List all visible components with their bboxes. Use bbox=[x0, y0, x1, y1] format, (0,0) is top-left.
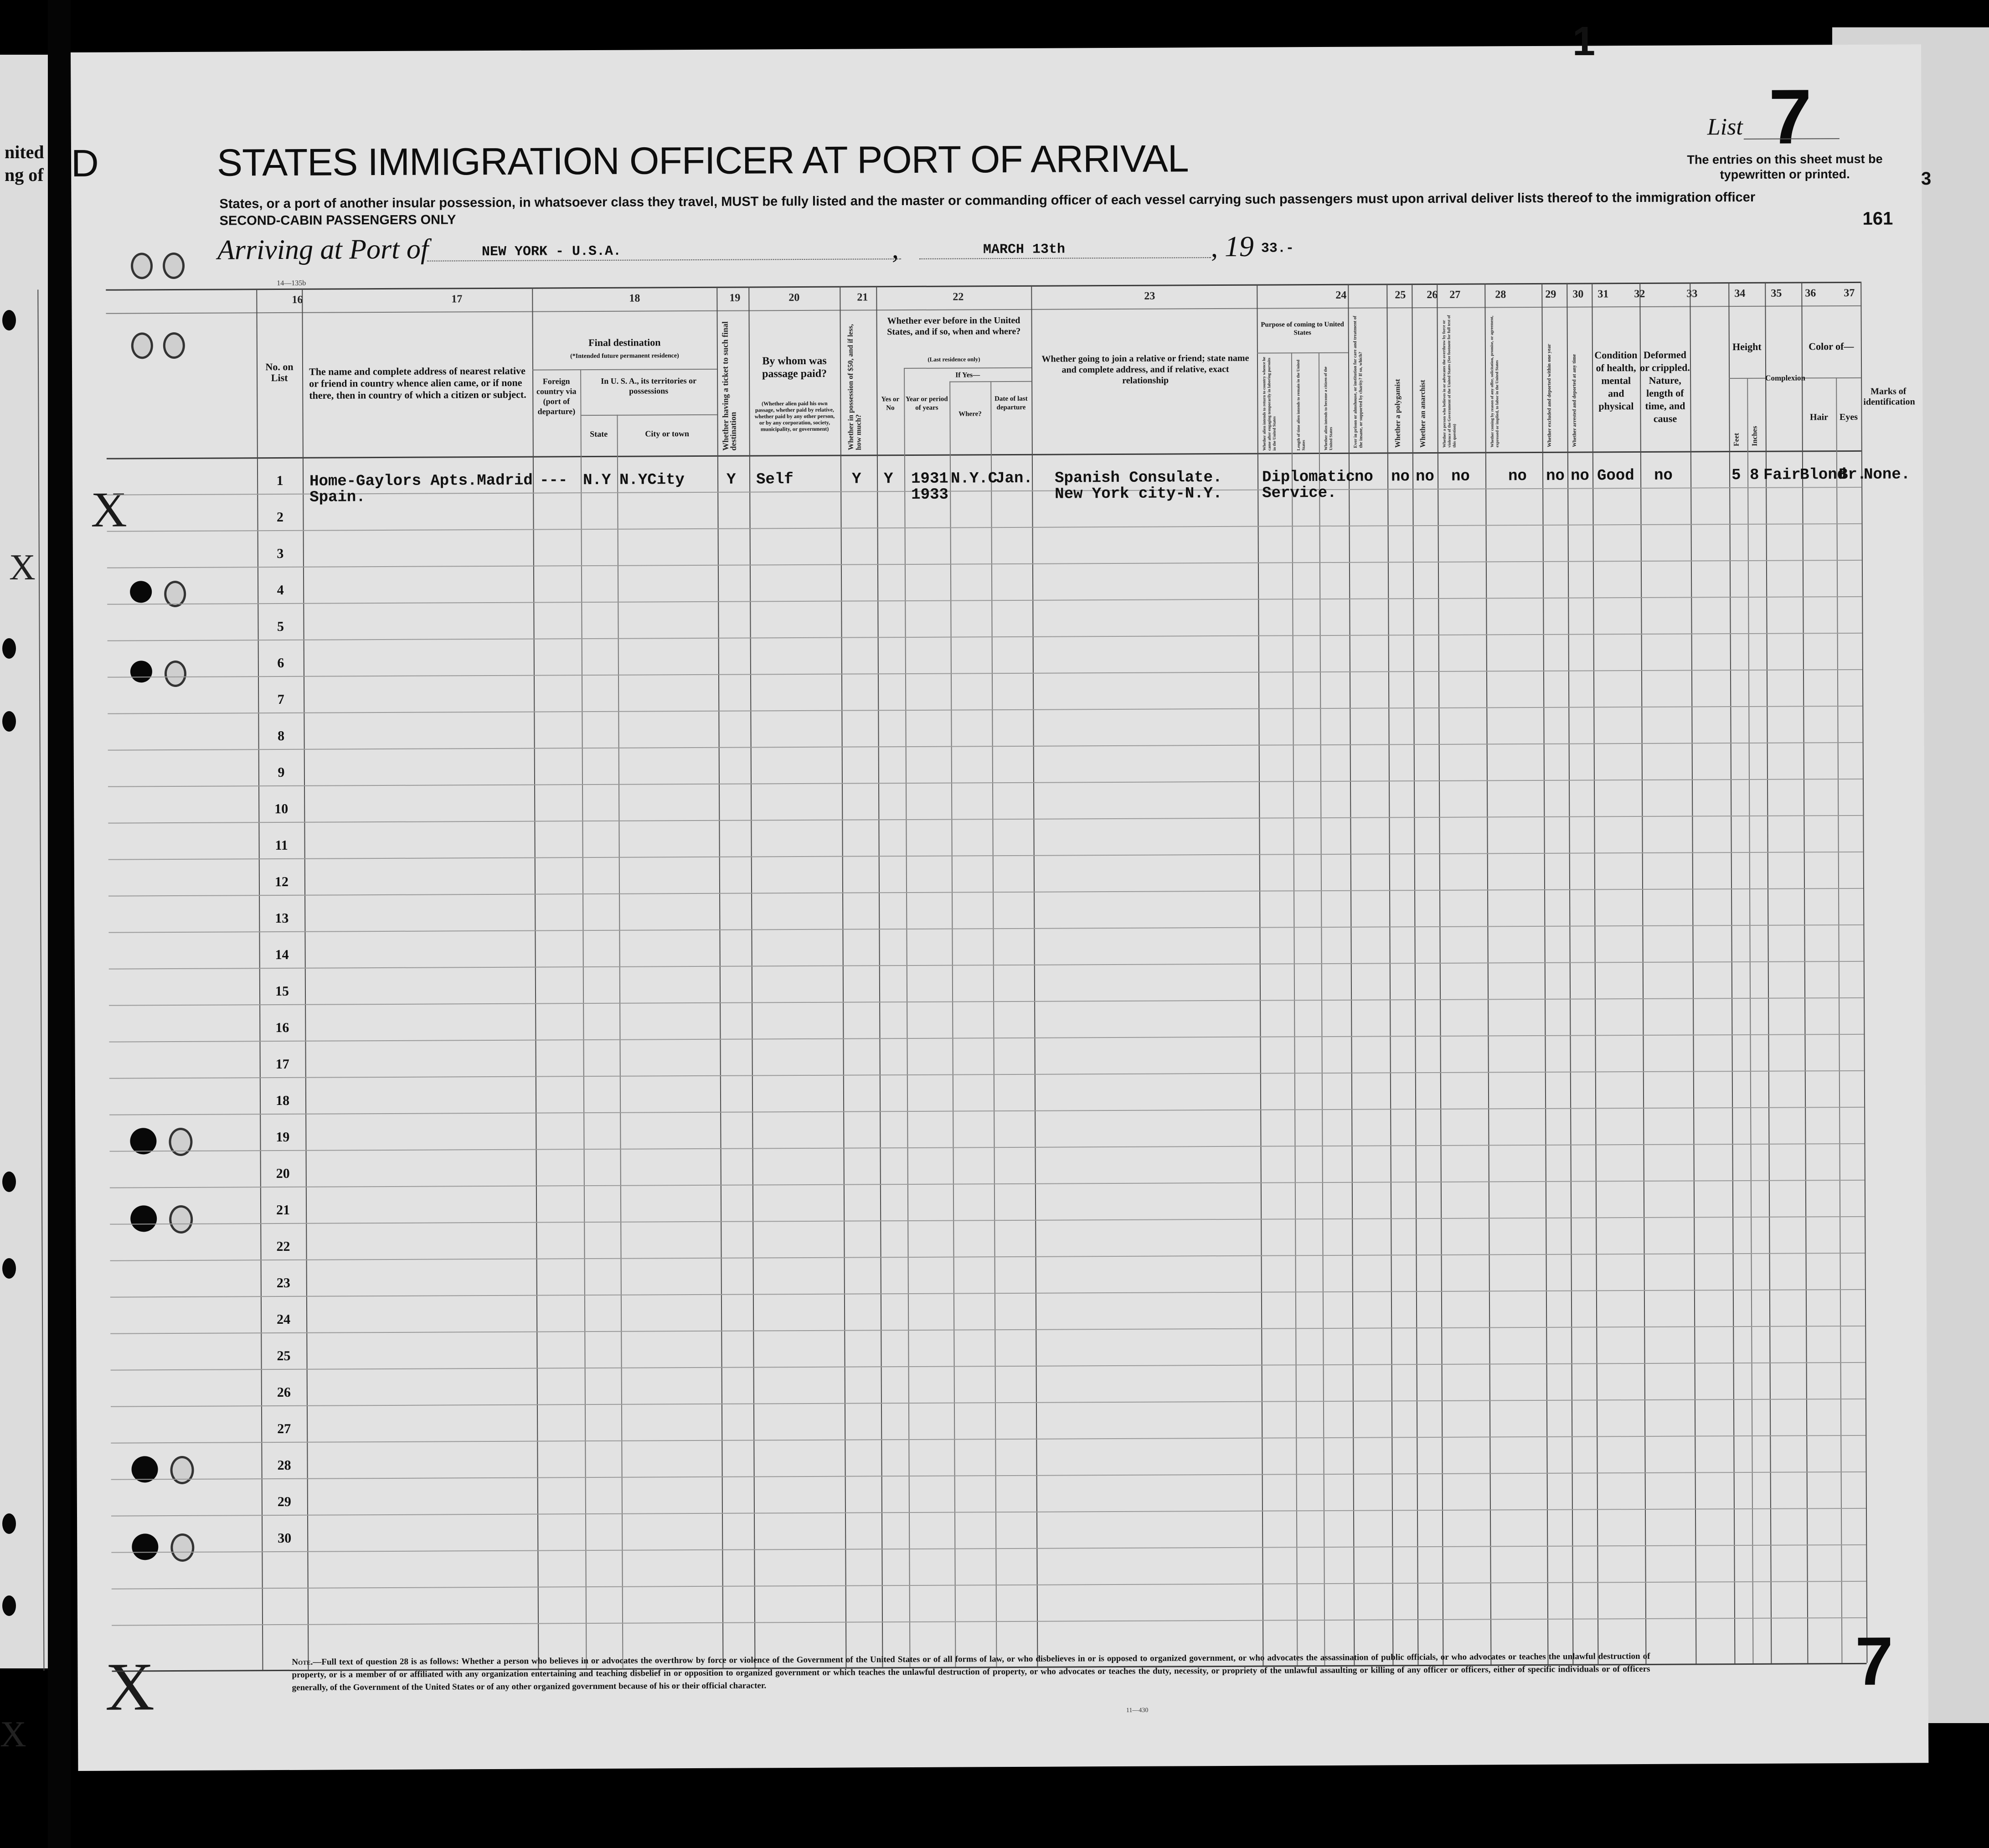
punch-hole bbox=[2, 1595, 16, 1616]
col22-ifyes: If Yes— bbox=[955, 371, 980, 379]
punch-hole bbox=[2, 1513, 16, 1534]
entry-labor-offer[interactable]: no bbox=[1508, 468, 1527, 485]
book-binding bbox=[48, 0, 71, 1848]
col-number: 23 bbox=[1144, 290, 1155, 302]
row-number: 21 bbox=[276, 1202, 290, 1218]
col25-header: Ever in prison or almshouse, or institution for care and treatment of the insane, or supported by charity? If so, which? bbox=[1352, 315, 1364, 448]
row-line bbox=[110, 1180, 1865, 1188]
col31-header: Whether arrested and deported at any time bbox=[1571, 354, 1577, 447]
col18-sub: (*Intended future permanent residence) bbox=[570, 352, 679, 360]
left-bottom-mark: X bbox=[0, 1714, 26, 1755]
row-number: 5 bbox=[277, 619, 284, 635]
subheader-line bbox=[1729, 378, 1765, 379]
class-line: SECOND-CABIN PASSENGERS ONLY bbox=[219, 212, 456, 228]
entry-year-1[interactable]: 1931 bbox=[911, 470, 948, 488]
col-line bbox=[1437, 284, 1443, 1665]
row-number: 15 bbox=[275, 983, 289, 999]
col-line bbox=[1592, 283, 1598, 1664]
col22-yesno: Yes or No bbox=[881, 396, 900, 412]
entry-joining-line2[interactable]: New York city-N.Y. bbox=[1055, 485, 1222, 503]
typed-note: The entries on this sheet must be typewritten or printed. bbox=[1687, 152, 1883, 182]
top-corner-mark: 1 bbox=[1572, 19, 1596, 64]
col-line bbox=[1566, 283, 1573, 1664]
margin-x-mark: X bbox=[91, 481, 128, 537]
col20-note: (Whether alien paid his own passage, whether paid by relative, whether paid by any other person, or by any corporation, society, municipality, or government) bbox=[754, 400, 835, 433]
col28-header: Whether a person who believes in or advocates the overthrow by force or violence of the Government of the United States (See footnote for full text of this question) bbox=[1441, 315, 1457, 448]
col-line bbox=[748, 287, 755, 1668]
col-line bbox=[302, 289, 309, 1670]
subheader-line bbox=[904, 367, 1031, 369]
entry-state[interactable]: N.Y bbox=[583, 471, 611, 490]
row-number: 6 bbox=[277, 655, 284, 671]
col24-title: Purpose of coming to United States bbox=[1261, 320, 1344, 337]
row-line bbox=[108, 706, 1862, 714]
row-line bbox=[109, 997, 1864, 1006]
subheader-line bbox=[1257, 352, 1348, 354]
row-line bbox=[108, 633, 1862, 641]
col-number: 19 bbox=[729, 292, 741, 304]
row-number: 8 bbox=[277, 728, 285, 744]
row-line bbox=[111, 1399, 1865, 1407]
col-number: 16 bbox=[292, 294, 303, 306]
manifest-page bbox=[71, 44, 1928, 1771]
col23-header: Whether going to join a relative or friend; state name and complete address, and if relative, exact relationship bbox=[1041, 353, 1249, 386]
col36-hair: Hair bbox=[1809, 412, 1829, 423]
row-number: 10 bbox=[274, 801, 289, 817]
col-line bbox=[949, 382, 956, 1667]
col-line bbox=[1484, 283, 1491, 1664]
col22-where: Where? bbox=[958, 410, 982, 418]
entry-hair[interactable]: Blond bbox=[1800, 466, 1847, 484]
row-line bbox=[110, 1143, 1865, 1152]
subheader-line bbox=[949, 381, 1031, 382]
row-number: 2 bbox=[276, 509, 284, 525]
col18-state: State bbox=[590, 429, 608, 439]
row-number: 30 bbox=[278, 1530, 292, 1546]
punch-hole bbox=[163, 253, 185, 279]
col22-year: Year or period of years bbox=[905, 395, 948, 412]
row-line bbox=[107, 560, 1862, 568]
instruction-text: States, or a port of another insular possession, in whatsoever class they travel, MUST be fully listed and the master or commanding officer of each vessel carrying such passengers must upon arrival deliver lists thereof to the immigration officer bbox=[219, 190, 1756, 212]
entry-purpose-line2[interactable]: Service. bbox=[1262, 484, 1337, 502]
col-line bbox=[1747, 378, 1753, 1663]
row-number: 23 bbox=[276, 1275, 290, 1291]
entry-passage-paid[interactable]: Self bbox=[756, 471, 794, 489]
entry-complexion[interactable]: Fair bbox=[1763, 466, 1801, 484]
punch-hole bbox=[2, 711, 16, 732]
row-number: 24 bbox=[277, 1311, 291, 1327]
row-number: 26 bbox=[277, 1384, 291, 1400]
row-line bbox=[111, 1362, 1865, 1371]
bottom-list-number: 7 bbox=[1855, 1622, 1894, 1699]
col17-header: The name and complete address of nearest relative or friend in country whence alien came, or if none there, then in country of which a citizen or subject. bbox=[309, 365, 526, 401]
row-number: 20 bbox=[276, 1166, 290, 1182]
row-line bbox=[112, 1581, 1866, 1590]
entry-eyes[interactable]: Br. bbox=[1838, 466, 1867, 484]
col24-c: Whether alien intends to become a citizen of the United States bbox=[1323, 367, 1333, 451]
row-line bbox=[108, 924, 1863, 933]
row-line bbox=[109, 961, 1864, 970]
col-line bbox=[1541, 283, 1548, 1664]
row-number: 1 bbox=[276, 473, 283, 489]
entry-ticket[interactable]: Y bbox=[727, 471, 736, 489]
port-value[interactable]: NEW YORK - U.S.A. bbox=[481, 243, 622, 260]
form-code-top: 14—135b bbox=[277, 279, 306, 288]
col-line bbox=[716, 287, 723, 1668]
row-number: 14 bbox=[275, 947, 289, 963]
year-prefix: 19 bbox=[1224, 230, 1254, 263]
col-line bbox=[990, 381, 997, 1667]
entry-excluded[interactable]: no bbox=[1546, 467, 1565, 485]
subheader-line bbox=[580, 414, 717, 416]
date-value[interactable]: MARCH 13th bbox=[983, 242, 1066, 258]
entry-deformed[interactable]: no bbox=[1654, 467, 1673, 485]
col34-feet: Feet bbox=[1732, 433, 1741, 447]
entry-prison[interactable]: no bbox=[1355, 468, 1373, 486]
row-number: 11 bbox=[275, 837, 288, 853]
col-line bbox=[1291, 352, 1298, 1665]
col-line bbox=[904, 368, 910, 1667]
col22-date: Date of last departure bbox=[994, 395, 1028, 412]
row-number: 22 bbox=[276, 1239, 290, 1254]
entry-city[interactable]: N.YCity bbox=[619, 471, 685, 489]
number-row-line bbox=[106, 305, 1860, 314]
row-number: 25 bbox=[277, 1348, 291, 1364]
entry-q28[interactable]: no bbox=[1451, 468, 1470, 485]
entry-deported[interactable]: no bbox=[1571, 467, 1589, 485]
col24-b: Length of time alien intends to remain in the United States bbox=[1295, 360, 1306, 451]
col30-header: Whether excluded and deported within one year bbox=[1546, 344, 1552, 447]
col24-a: Whether alien intends to return to country whence he came after engaging temporarily in laboring pursuits in the United States bbox=[1261, 356, 1277, 451]
col-number: 17 bbox=[451, 293, 463, 305]
row-number: 4 bbox=[277, 582, 284, 598]
row-line bbox=[108, 815, 1863, 824]
col26-header: Whether a polygamist bbox=[1394, 379, 1402, 448]
entry-foreign-country[interactable]: --- bbox=[540, 472, 568, 490]
row-line bbox=[110, 1253, 1865, 1261]
col29-header: Whether coming by reason of any offer, solicitation, promise, or agreement, expressed or implied, to labor in the United States bbox=[1489, 315, 1499, 448]
row-line bbox=[110, 1216, 1865, 1225]
footnote-label: Note. bbox=[292, 1657, 313, 1667]
header-bottom-line bbox=[107, 450, 1861, 459]
row-number: 28 bbox=[277, 1457, 291, 1473]
col-number: 34 bbox=[1734, 287, 1746, 300]
col27-header: Whether an anarchist bbox=[1419, 380, 1427, 448]
col-line bbox=[617, 415, 623, 1668]
row-number: 18 bbox=[275, 1093, 290, 1109]
row-line bbox=[111, 1435, 1865, 1444]
left-margin-mark: X bbox=[9, 547, 36, 588]
col-number: 28 bbox=[1495, 289, 1506, 301]
row-number: 9 bbox=[278, 764, 285, 780]
col-number: 24 bbox=[1335, 289, 1347, 301]
col-line bbox=[876, 286, 883, 1667]
entry-purpose-line1[interactable]: Diplomatic bbox=[1262, 468, 1355, 486]
col18-city: City or town bbox=[645, 429, 690, 439]
col-number: 32 bbox=[1634, 288, 1645, 300]
col-line bbox=[1412, 284, 1418, 1665]
arriving-label: Arriving at Port of bbox=[217, 233, 429, 266]
bottom-x-mark: X bbox=[105, 1649, 155, 1725]
col-line bbox=[840, 286, 846, 1667]
col-line bbox=[1639, 283, 1646, 1664]
row-number: 19 bbox=[276, 1129, 290, 1145]
entry-relative-address-line2[interactable]: Spain. bbox=[309, 489, 366, 506]
entry-height-feet[interactable]: 5 bbox=[1731, 467, 1741, 485]
col18-title: Final destination bbox=[588, 336, 661, 349]
comma-sep-2: , bbox=[1211, 232, 1218, 263]
row-line bbox=[108, 742, 1863, 751]
col-line bbox=[256, 289, 263, 1670]
entry-joining-line1[interactable]: Spanish Consulate. bbox=[1055, 469, 1222, 487]
col18-us: In U. S. A., its territories or possessions bbox=[601, 376, 697, 396]
col-line bbox=[1690, 282, 1696, 1663]
entry-health[interactable]: Good bbox=[1597, 467, 1634, 485]
row-number: 13 bbox=[275, 910, 289, 926]
col21-header: Whether in possession of $50, and if less, how much? bbox=[846, 324, 863, 450]
col-number: 26 bbox=[1427, 289, 1438, 301]
col-number: 37 bbox=[1844, 287, 1855, 299]
col18-foreign: Foreign country via (port of departure) bbox=[536, 377, 577, 416]
entry-height-inches[interactable]: 8 bbox=[1750, 466, 1759, 484]
col20-header: By whom was passage paid? bbox=[762, 355, 827, 380]
col-number: 31 bbox=[1597, 288, 1609, 300]
col-line bbox=[1386, 284, 1393, 1665]
punch-hole bbox=[2, 638, 16, 659]
entry-anarchist[interactable]: no bbox=[1416, 468, 1434, 486]
entry-relative-address-line1[interactable]: Home-Gaylors Apts.Madrid bbox=[309, 472, 533, 490]
col-number: 33 bbox=[1686, 288, 1698, 300]
punch-hole bbox=[2, 1258, 16, 1279]
col-number: 25 bbox=[1395, 289, 1406, 301]
row-line bbox=[107, 596, 1862, 605]
col-number: 27 bbox=[1449, 289, 1461, 301]
col19-header: Whether having a ticket to such final destination bbox=[720, 321, 738, 451]
edge-digit: 3 bbox=[1921, 169, 1932, 189]
col-number: 36 bbox=[1805, 287, 1816, 299]
col-number: 22 bbox=[953, 291, 964, 303]
footnote-form-code: 11—430 bbox=[1126, 1707, 1149, 1714]
year-suffix[interactable]: 33.- bbox=[1261, 241, 1294, 257]
col32-header: Condition of health, mental and physical bbox=[1594, 349, 1638, 412]
title-fragment: D bbox=[71, 141, 99, 185]
row-line bbox=[108, 888, 1863, 897]
col-line bbox=[1728, 282, 1735, 1663]
row-line bbox=[109, 1107, 1864, 1115]
col37-header: Marks of identification bbox=[1863, 386, 1915, 407]
row-number: 16 bbox=[275, 1020, 289, 1036]
row-number: 7 bbox=[277, 692, 284, 707]
row-line bbox=[108, 779, 1863, 787]
row-line bbox=[108, 852, 1863, 860]
manifest-table bbox=[106, 273, 1866, 1675]
col-line bbox=[1836, 377, 1842, 1663]
col-line bbox=[532, 288, 539, 1669]
row-number: 27 bbox=[277, 1421, 291, 1437]
entry-fifty-dollars[interactable]: Y bbox=[852, 470, 861, 488]
comma-sep: , bbox=[891, 234, 899, 264]
punch-hole bbox=[131, 253, 153, 279]
row-line bbox=[108, 669, 1862, 678]
page-number: 161 bbox=[1862, 208, 1893, 229]
entry-polygamist[interactable]: no bbox=[1391, 468, 1410, 486]
row-number: 17 bbox=[275, 1056, 289, 1072]
col34-header: Height bbox=[1732, 341, 1762, 353]
col-number: 35 bbox=[1771, 287, 1782, 299]
date-line bbox=[919, 257, 1211, 259]
footnote bbox=[292, 1650, 1650, 1694]
left-fragment-2: ng of bbox=[5, 165, 44, 185]
row-number: 29 bbox=[277, 1494, 291, 1510]
col-number: 21 bbox=[857, 291, 868, 304]
row-line bbox=[109, 1070, 1864, 1079]
row-line bbox=[111, 1471, 1866, 1480]
row-number: 12 bbox=[274, 874, 289, 890]
entry-where[interactable]: N.Y.C bbox=[951, 470, 998, 488]
col-number: 29 bbox=[1545, 288, 1556, 300]
punch-hole bbox=[2, 310, 16, 330]
col33-header: Deformed or crippled. Nature, length of time, and cause bbox=[1640, 349, 1690, 424]
col-line bbox=[1348, 284, 1355, 1665]
subheader-line bbox=[1802, 377, 1861, 379]
row-line bbox=[110, 1289, 1865, 1298]
col22-sub: (Last residence only) bbox=[928, 356, 980, 363]
col-line bbox=[1860, 282, 1867, 1663]
left-fragment-1: nited bbox=[5, 142, 44, 162]
footnote-text: —Full text of question 28 is as follows: Whether a person who believes in or advocates the overthrow by force or violence of the Government of the United States or of all forms of law, or who disbelieves in or is opposed to organized government, or who advocates the assassination of public officials, or who advocates or teaches the unlawful destruction of property, or is a member of or affiliated with any organization entertaining and teaching disbelief in or opposition to organized government or which teaches the unlawful destruction of property, or who advocates or teaches the duty, necessity, or propriety of the unlawful assaulting or killing of any officer or officers, either of specific individuals or of officers generally, of the Government of the United States or of any other organized government because of his or their official character. bbox=[292, 1651, 1650, 1693]
entry-ever-in-us[interactable]: Y bbox=[884, 470, 893, 488]
subheader-line bbox=[532, 369, 717, 371]
col16-header: No. on List bbox=[265, 361, 294, 384]
entry-last-departure[interactable]: Jan. bbox=[995, 470, 1033, 488]
col35-header: Complexion bbox=[1765, 373, 1806, 382]
row-line bbox=[111, 1508, 1866, 1517]
list-label: List bbox=[1707, 114, 1743, 140]
col-line bbox=[1765, 282, 1772, 1663]
col-line bbox=[580, 369, 587, 1668]
entry-marks[interactable]: None. bbox=[1863, 466, 1911, 484]
col-number: 30 bbox=[1572, 288, 1584, 300]
row-line bbox=[107, 523, 1862, 532]
col-number: 18 bbox=[629, 292, 640, 305]
col22-title: Whether ever before in the United States, and if so, when and where? bbox=[887, 315, 1021, 337]
punch-hole bbox=[2, 1172, 16, 1192]
row-line bbox=[112, 1617, 1866, 1626]
row-number: 3 bbox=[277, 546, 284, 562]
row-line bbox=[110, 1326, 1865, 1334]
entry-year-2[interactable]: 1933 bbox=[911, 486, 948, 504]
col-number: 20 bbox=[788, 292, 800, 304]
col-line bbox=[1031, 285, 1038, 1667]
page-title: STATES IMMIGRATION OFFICER AT PORT OF ARRIVAL bbox=[216, 137, 1189, 184]
col-line bbox=[1319, 352, 1325, 1665]
row-line bbox=[109, 1034, 1864, 1043]
col-line bbox=[1801, 282, 1808, 1663]
col34-inches: Inches bbox=[1751, 426, 1759, 446]
col36-header: Color of— bbox=[1809, 340, 1854, 352]
col36-eyes: Eyes bbox=[1839, 412, 1858, 423]
list-number: 7 bbox=[1768, 73, 1812, 160]
row-line bbox=[111, 1544, 1866, 1553]
